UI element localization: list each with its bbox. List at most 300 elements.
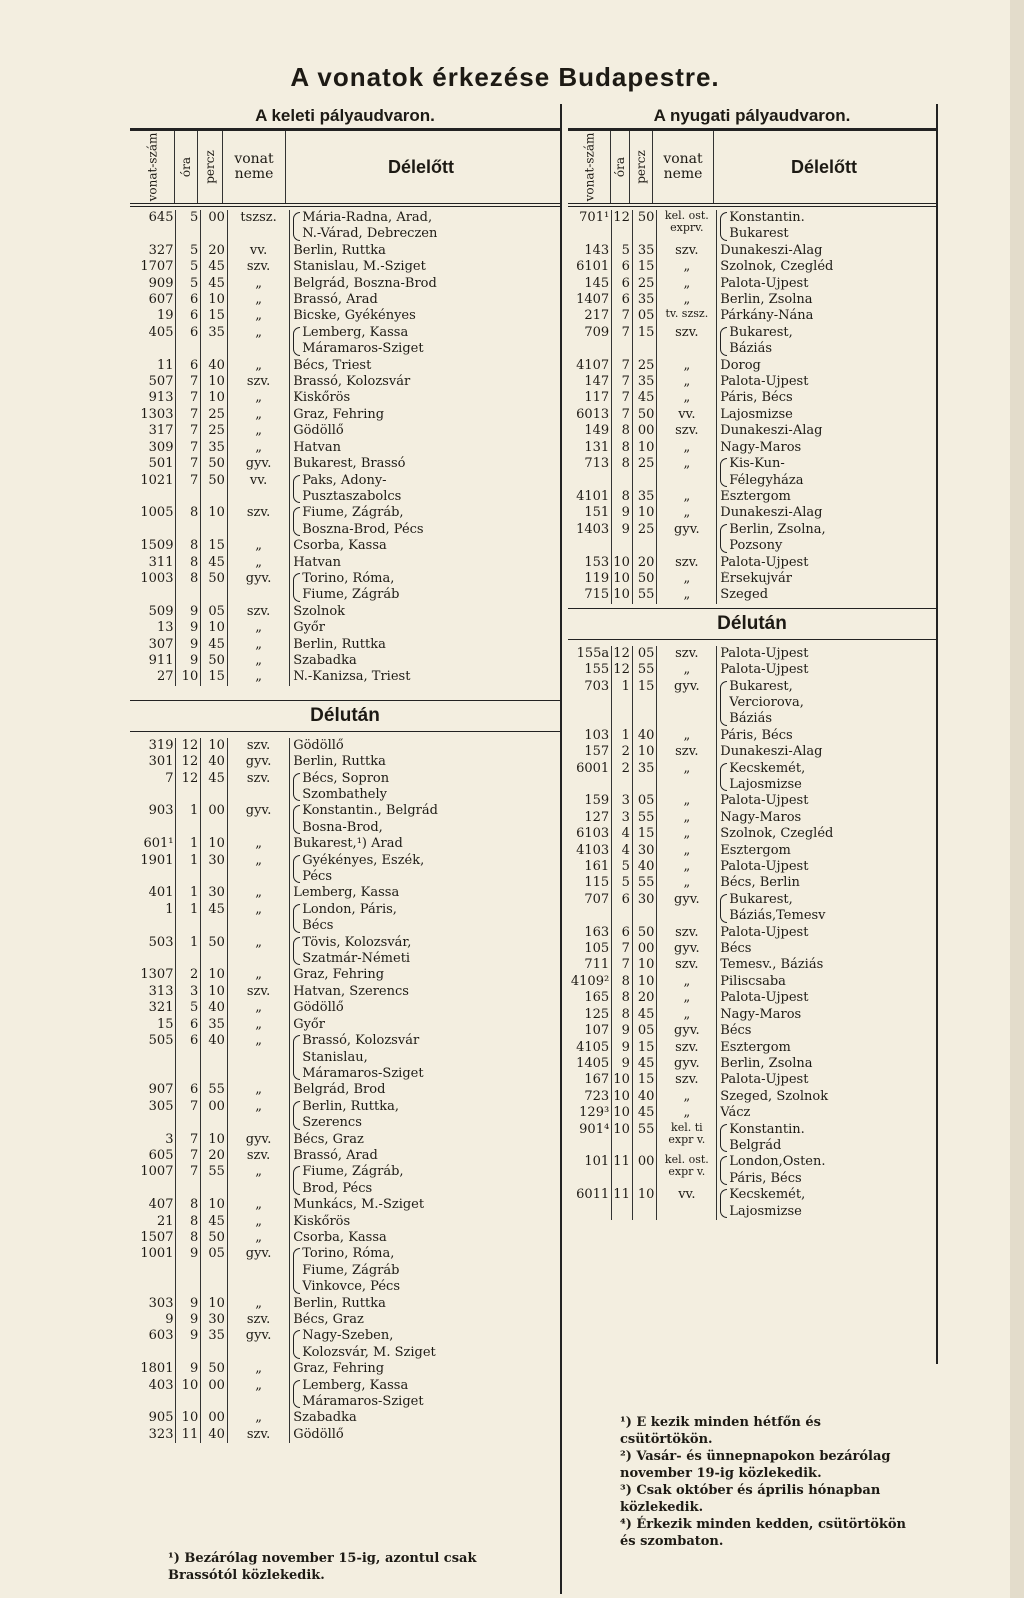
origin-stations: [717, 390, 936, 406]
train-type: „: [228, 669, 290, 685]
train-number: 3: [130, 1132, 176, 1148]
origin-station-line: Esztergom: [720, 1039, 791, 1055]
brace-mark: [293, 1166, 300, 1195]
arrival-hour: 8: [176, 505, 201, 538]
timetable-row: [130, 1410, 560, 1426]
arrival-hour: 1: [176, 935, 201, 968]
train-number: 103: [568, 728, 612, 744]
timetable-row: [130, 210, 560, 243]
train-type: szv.: [228, 1312, 290, 1328]
arrival-hour: 7: [176, 1099, 201, 1132]
brace-mark: [720, 894, 727, 923]
arrival-hour: 7: [176, 407, 201, 423]
train-number: 323: [130, 1427, 176, 1443]
arrival-hour: 7: [612, 308, 633, 324]
timetable-row: [130, 1197, 560, 1213]
train-type: „: [657, 761, 717, 794]
timetable-row: [568, 243, 936, 259]
arrival-minute: 50: [633, 925, 658, 941]
timetable-row: [130, 1164, 560, 1197]
timetable-row: [568, 1187, 936, 1220]
arrival-hour: 8: [612, 456, 633, 489]
train-type: „: [657, 875, 717, 891]
origin-station-line: Szeged, Szolnok: [720, 1088, 829, 1104]
keleti-column: [130, 104, 562, 1594]
train-type: „: [657, 826, 717, 842]
timetable-row: [130, 885, 560, 901]
train-number: 313: [130, 984, 176, 1000]
arrival-minute: 15: [201, 308, 228, 324]
arrival-minute: 50: [633, 407, 658, 423]
arrival-minute: 10: [633, 1187, 658, 1220]
arrival-minute: 10: [201, 836, 228, 852]
footnote: ²) Vasár- és ünnepnapokon bezárólag november 19-ig közlekedik.: [620, 1449, 891, 1481]
train-number: 1901: [130, 853, 176, 886]
origin-stations: [290, 885, 560, 901]
nyugati-afternoon-title: Délután: [568, 608, 936, 640]
train-number: 905: [130, 1410, 176, 1426]
timetable-row: [130, 1132, 560, 1148]
train-number: 4101: [568, 489, 612, 505]
origin-stations: [290, 1312, 560, 1328]
timetable-row: [130, 1148, 560, 1164]
train-type: gyv.: [657, 679, 717, 728]
arrival-minute: 50: [201, 456, 228, 472]
origin-station-line: Konstantin., Belgrád: [302, 803, 438, 819]
timetable-row: [130, 836, 560, 852]
train-type: „: [657, 276, 717, 292]
arrival-minute: 10: [201, 1296, 228, 1312]
origin-station-line: Szolnok, Czegléd: [720, 826, 834, 842]
arrival-hour: 6: [176, 292, 201, 308]
timetable-row: [568, 646, 936, 662]
arrival-hour: 12: [612, 210, 633, 243]
timetable-row: [130, 669, 560, 685]
train-number: 1005: [130, 505, 176, 538]
arrival-minute: 15: [633, 679, 658, 728]
origin-station-line: Fiume, Zágráb,: [302, 1164, 404, 1180]
train-number: 4107: [568, 358, 612, 374]
arrival-hour: 10: [176, 1410, 201, 1426]
arrival-hour: 1: [612, 728, 633, 744]
origin-stations: [290, 440, 560, 456]
origin-station-line: Érsekujvár: [720, 570, 792, 586]
arrival-hour: 3: [612, 810, 633, 826]
origin-station-line: Bécs, Berlin: [720, 875, 800, 891]
arrival-minute: 10: [201, 374, 228, 390]
origin-station-line: Tövis, Kolozsvár,: [302, 934, 412, 950]
train-number: 11: [130, 358, 176, 374]
origin-station-line: Pozsony: [729, 538, 783, 554]
arrival-minute: 25: [633, 522, 658, 555]
arrival-minute: 15: [633, 826, 658, 842]
timetable-row: [130, 1296, 560, 1312]
arrival-minute: 35: [201, 440, 228, 456]
train-number: 901⁴: [568, 1122, 612, 1155]
origin-station-line: Berlin, Ruttka,: [302, 1098, 399, 1114]
timetable-row: [130, 902, 560, 935]
origin-stations: [290, 620, 560, 636]
train-type: „: [657, 1007, 717, 1023]
origin-stations: [290, 456, 560, 472]
origin-station-line: Lajosmizse: [729, 1203, 802, 1219]
origin-stations: [290, 1132, 560, 1148]
origin-station-line: Máramaros-Sziget: [302, 1065, 424, 1081]
train-type: szv.: [657, 325, 717, 358]
timetable-row: [568, 505, 936, 521]
arrival-hour: 8: [612, 489, 633, 505]
arrival-minute: 10: [201, 292, 228, 308]
origin-station-line: Győr: [293, 620, 325, 636]
arrival-hour: 8: [612, 974, 633, 990]
origin-station-line: Szabadka: [293, 1410, 357, 1426]
timetable-row: [130, 292, 560, 308]
origin-station-line: Belgrád: [729, 1137, 782, 1153]
train-type: „: [228, 390, 290, 406]
keleti-footnote: ¹) Bezárólag november 15-ig, azontul csak Brassótól közlekedik.: [168, 1551, 477, 1583]
arrival-minute: 50: [201, 1230, 228, 1246]
arrival-minute: 45: [633, 390, 658, 406]
origin-station-line: Palota-Ujpest: [720, 990, 809, 1006]
arrival-hour: 2: [612, 761, 633, 794]
timetable-row: [568, 390, 936, 406]
arrival-hour: 7: [612, 407, 633, 423]
origin-station-line: Brod, Pécs: [302, 1180, 373, 1196]
train-number: 1407: [568, 292, 612, 308]
arrival-hour: 10: [612, 1105, 633, 1121]
origin-stations: [290, 1033, 560, 1082]
train-type: „: [228, 1214, 290, 1230]
origin-stations: [290, 259, 560, 275]
origin-stations: [717, 1040, 936, 1056]
origin-station-line: Kecskemét,: [729, 760, 806, 776]
train-type: szv.: [657, 423, 717, 439]
train-number: 147: [568, 374, 612, 390]
train-number: 21: [130, 1214, 176, 1230]
timetable-row: [130, 456, 560, 472]
train-number: 6001: [568, 761, 612, 794]
train-number: 161: [568, 859, 612, 875]
origin-station-line: Bukarest: [729, 226, 789, 242]
header-vonatszam: vonat-szám: [130, 131, 175, 203]
train-number: 305: [130, 1099, 176, 1132]
origin-station-line: Konstantin.: [729, 1121, 805, 1137]
origin-stations: [717, 1122, 936, 1155]
header-neme: vonat neme: [653, 131, 714, 203]
timetable-row: [568, 1089, 936, 1105]
timetable-row: [130, 505, 560, 538]
train-type: „: [657, 728, 717, 744]
arrival-minute: 20: [633, 555, 658, 571]
origin-stations: [717, 810, 936, 826]
origin-station-line: Nagy-Maros: [720, 809, 802, 825]
timetable-row: [568, 1105, 936, 1121]
timetable-row: [130, 1099, 560, 1132]
train-type: szv.: [657, 744, 717, 760]
arrival-minute: 00: [201, 1410, 228, 1426]
arrival-minute: 10: [633, 957, 658, 973]
arrival-hour: 3: [612, 793, 633, 809]
arrival-hour: 7: [176, 1164, 201, 1197]
origin-station-line: Gödöllő: [293, 423, 344, 439]
nyugati-afternoon-rows: [568, 646, 936, 1220]
origin-station-line: Palota-Ujpest: [720, 645, 809, 661]
origin-station-line: Dunakeszi-Alag: [720, 505, 823, 521]
origin-stations: [290, 771, 560, 804]
timetable-row: [130, 771, 560, 804]
arrival-minute: 10: [633, 974, 658, 990]
arrival-minute: 40: [633, 859, 658, 875]
train-type: „: [228, 1197, 290, 1213]
train-type: „: [228, 653, 290, 669]
origin-station-line: Szombathely: [302, 787, 387, 802]
train-type: „: [228, 423, 290, 439]
arrival-hour: 12: [176, 754, 201, 770]
origin-stations: [717, 1056, 936, 1072]
timetable-row: [568, 587, 936, 603]
arrival-hour: 1: [176, 836, 201, 852]
timetable-row: [130, 473, 560, 506]
origin-station-line: Gödöllő: [293, 737, 344, 753]
train-number: 321: [130, 1000, 176, 1016]
origin-station-line: N.-Várad, Debreczen: [302, 226, 438, 242]
arrival-hour: 8: [176, 555, 201, 571]
brace-mark: [720, 1124, 727, 1153]
origin-stations: [717, 407, 936, 423]
arrival-hour: 6: [612, 892, 633, 925]
origin-station-line: Bécs, Graz: [293, 1131, 364, 1147]
origin-stations: [717, 358, 936, 374]
origin-station-line: Gyékényes, Eszék,: [302, 852, 425, 868]
train-type: „: [657, 843, 717, 859]
origin-station-line: Bukarest, Brassó: [293, 456, 406, 472]
header-perc: percz: [198, 131, 223, 203]
origin-stations: [717, 374, 936, 390]
train-number: 4103: [568, 843, 612, 859]
origin-stations: [717, 505, 936, 521]
origin-stations: [717, 308, 936, 324]
train-number: 6101: [568, 259, 612, 275]
train-type: „: [228, 620, 290, 636]
train-number: 407: [130, 1197, 176, 1213]
train-number: 1507: [130, 1230, 176, 1246]
train-type: „: [657, 974, 717, 990]
origin-station-line: Vinkovce, Pécs: [302, 1279, 400, 1295]
origin-stations: [290, 555, 560, 571]
train-number: 1707: [130, 259, 176, 275]
origin-stations: [717, 744, 936, 760]
timetable-row: [130, 325, 560, 358]
origin-stations: [290, 604, 560, 620]
origin-stations: [290, 308, 560, 324]
brace-mark: [293, 573, 300, 602]
timetable-row: [568, 957, 936, 973]
arrival-hour: 5: [176, 276, 201, 292]
origin-station-line: Palota-Ujpest: [720, 924, 809, 940]
arrival-minute: 00: [201, 803, 228, 836]
origin-stations: [717, 243, 936, 259]
train-type: „: [657, 440, 717, 456]
train-type: szv.: [228, 505, 290, 538]
origin-station-line: Fiume, Zágráb,: [302, 505, 404, 521]
arrival-hour: 9: [176, 620, 201, 636]
origin-station-line: Máramaros-Sziget: [302, 1394, 424, 1410]
arrival-hour: 8: [176, 538, 201, 554]
train-number: 715: [568, 587, 612, 603]
train-type: „: [228, 853, 290, 886]
arrival-hour: 7: [176, 456, 201, 472]
train-type: gyv.: [228, 754, 290, 770]
arrival-hour: 8: [612, 440, 633, 456]
train-type: „: [228, 1033, 290, 1082]
train-number: 217: [568, 308, 612, 324]
origin-stations: [717, 440, 936, 456]
train-number: 127: [568, 810, 612, 826]
train-number: 1303: [130, 407, 176, 423]
arrival-hour: 9: [612, 522, 633, 555]
arrival-minute: 50: [633, 210, 658, 243]
arrival-minute: 30: [633, 843, 658, 859]
train-type: „: [657, 374, 717, 390]
arrival-hour: 8: [176, 571, 201, 604]
arrival-minute: 35: [633, 489, 658, 505]
timetable-row: [130, 1230, 560, 1246]
arrival-hour: 6: [176, 358, 201, 374]
brace-mark: [293, 1101, 300, 1130]
brace-mark: [293, 1330, 300, 1359]
origin-station-line: Esztergom: [720, 842, 791, 858]
train-number: 913: [130, 390, 176, 406]
origin-stations: [717, 1154, 936, 1187]
train-type: „: [228, 1296, 290, 1312]
train-type: gyv.: [657, 892, 717, 925]
arrival-hour: 1: [176, 853, 201, 886]
train-number: 155: [568, 662, 612, 678]
keleti-title: A keleti pályaudvaron.: [130, 104, 560, 131]
train-type: „: [228, 1361, 290, 1377]
brace-mark: [293, 1035, 300, 1080]
origin-station-line: Dunakeszi-Alag: [720, 744, 823, 760]
origin-station-line: Báziás: [729, 711, 772, 727]
timetable-row: [130, 308, 560, 324]
timetable-row: [130, 604, 560, 620]
arrival-hour: 12: [176, 738, 201, 754]
brace-mark: [293, 773, 300, 802]
nyugati-column: [568, 104, 938, 1364]
origin-station-line: N.-Kanizsa, Triest: [293, 669, 411, 685]
train-number: 1001: [130, 1246, 176, 1295]
origin-stations: [290, 1082, 560, 1098]
train-number: 501: [130, 456, 176, 472]
origin-stations: [290, 1214, 560, 1230]
origin-stations: [717, 423, 936, 439]
origin-station-line: Paks, Adony-: [302, 472, 387, 488]
origin-station-line: Bécs, Sopron: [302, 770, 390, 786]
train-type: vv.: [657, 407, 717, 423]
arrival-minute: 05: [633, 1023, 658, 1039]
origin-station-line: Berlin, Zsolna: [720, 1055, 813, 1071]
train-number: 1021: [130, 473, 176, 506]
arrival-minute: 00: [201, 1378, 228, 1411]
origin-station-line: Lajosmizse: [729, 777, 802, 792]
train-type: „: [228, 292, 290, 308]
timetable-row: [130, 754, 560, 770]
arrival-hour: 7: [612, 390, 633, 406]
origin-stations: [717, 587, 936, 603]
arrival-hour: 11: [176, 1427, 201, 1443]
train-type: „: [657, 810, 717, 826]
nyugati-footnotes: [620, 1414, 910, 1550]
arrival-minute: 15: [201, 538, 228, 554]
timetable-row: [568, 793, 936, 809]
origin-station-line: Hatvan: [293, 439, 341, 455]
timetable-row: [568, 1007, 936, 1023]
timetable-row: [568, 456, 936, 489]
train-number: 9: [130, 1312, 176, 1328]
train-number: 105: [568, 941, 612, 957]
timetable-row: [568, 325, 936, 358]
origin-station-line: Szabadka: [293, 652, 357, 668]
origin-stations: [717, 1072, 936, 1088]
arrival-hour: 11: [612, 1187, 633, 1220]
arrival-minute: 55: [633, 875, 658, 891]
train-number: 125: [568, 1007, 612, 1023]
train-type: tv. szsz.: [657, 308, 717, 324]
train-type: „: [228, 885, 290, 901]
timetable-row: [130, 555, 560, 571]
train-number: 115: [568, 875, 612, 891]
arrival-minute: 40: [201, 1427, 228, 1443]
timetable-row: [130, 1427, 560, 1443]
origin-station-line: Hatvan: [293, 554, 341, 570]
header-vonatszam: vonat-szám: [568, 131, 611, 203]
origin-station-line: Graz, Fehring: [293, 406, 385, 422]
train-type: szv.: [657, 957, 717, 973]
arrival-minute: 55: [633, 1122, 658, 1155]
origin-stations: [290, 571, 560, 604]
nyugati-title: A nyugati pályaudvaron.: [568, 104, 936, 131]
arrival-minute: 55: [201, 1164, 228, 1197]
origin-station-line: Brassó, Arad: [293, 1147, 378, 1163]
origin-stations: [717, 941, 936, 957]
train-type: „: [228, 1230, 290, 1246]
train-number: 13: [130, 620, 176, 636]
arrival-hour: 10: [612, 1072, 633, 1088]
train-type: „: [228, 276, 290, 292]
timetable-row: [130, 259, 560, 275]
brace-mark: [720, 212, 727, 241]
timetable-row: [568, 761, 936, 794]
origin-stations: [717, 761, 936, 794]
origin-station-line: Bukarest,¹) Arad: [293, 836, 403, 852]
train-type: „: [228, 1000, 290, 1016]
train-number: 7: [130, 771, 176, 804]
origin-station-line: Báziás,Temesv: [729, 908, 826, 924]
train-type: gyv.: [228, 1328, 290, 1361]
timetable-row: [568, 210, 936, 243]
origin-stations: [717, 292, 936, 308]
header-perc: percz: [630, 131, 653, 203]
origin-stations: [717, 259, 936, 275]
timetable-row: [130, 440, 560, 456]
origin-stations: [717, 555, 936, 571]
train-number: 6103: [568, 826, 612, 842]
timetable-row: [130, 423, 560, 439]
train-type: szv.: [228, 604, 290, 620]
arrival-hour: 5: [176, 210, 201, 243]
origin-stations: [290, 210, 560, 243]
keleti-afternoon-title: Délután: [130, 700, 560, 732]
